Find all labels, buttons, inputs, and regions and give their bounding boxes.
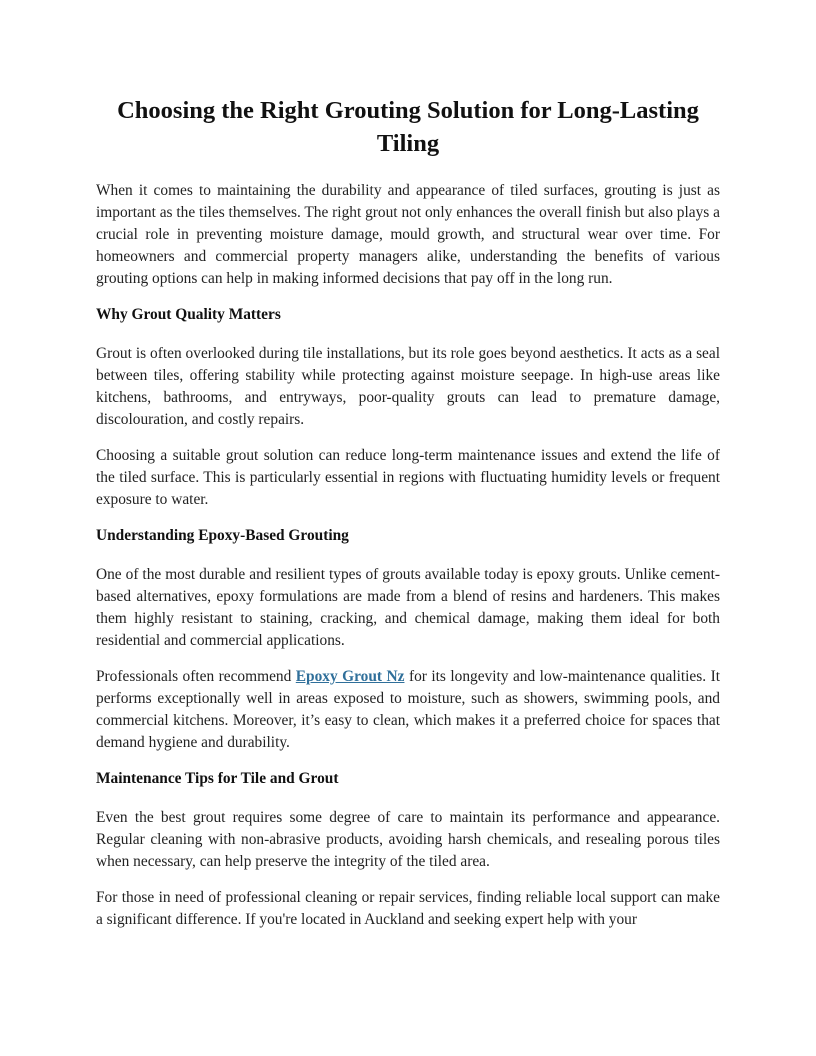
- document-page: [96, 94, 720, 945]
- intro-paragraph: When it comes to maintaining the durability and appearance of tiled surfaces, grouting is just as important as the tiles themselves. The right grout not only enhances the overall finish but also plays a crucial role in preventing moisture damage, mould growth, and structural wear over time. For homeowners and commercial property managers alike, understanding the benefits of various grouting options can help in making informed decisions that pay off in the long run.: [96, 182, 720, 287]
- grout-quality-paragraph-2: Choosing a suitable grout solution can reduce long-term maintenance issues and extend the life of the tiled surface. This is particularly essential in regions with fluctuating humidity levels or frequent exposure to water.: [96, 447, 720, 508]
- grout-quality-paragraph-1: Grout is often overlooked during tile installations, but its role goes beyond aesthetics. It acts as a seal between tiles, offering stability while protecting against moisture seepage. In high-use areas like kitchens, bathrooms, and entryways, poor-quality grouts can lead to premature damage, discolouration, and costly repairs.: [96, 345, 720, 428]
- maintenance-paragraph-2: For those in need of professional cleaning or repair services, finding reliable local support can make a significant difference. If you're located in Auckland and seeking expert help with your: [96, 889, 720, 928]
- epoxy-paragraph-1: One of the most durable and resilient types of grouts available today is epoxy grouts. Unlike cement-based alternatives, epoxy formulations are made from a blend of resins and hardeners. This makes them highly resistant to staining, cracking, and chemical damage, making them ideal for both residential and commercial applications.: [96, 566, 720, 649]
- epoxy-grout-nz-link[interactable]: Epoxy Grout Nz: [295, 668, 405, 685]
- epoxy-paragraph-2-lead: Professionals often recommend: [96, 668, 296, 685]
- maintenance-paragraph-1: Even the best grout requires some degree of care to maintain its performance and appearance. Regular cleaning with non-abrasive products, avoiding harsh chemicals, and resealing porous tiles when necessary, can help preserve the integrity of the tiled area.: [96, 809, 720, 870]
- section-heading-maintenance: Maintenance Tips for Tile and Grout: [96, 770, 339, 787]
- section-heading-epoxy: Understanding Epoxy-Based Grouting: [96, 527, 349, 544]
- document-title: Choosing the Right Grouting Solution for Long-Lasting Tiling: [117, 97, 699, 157]
- epoxy-paragraph-2-rest: for its longevity and low-maintenance qualities. It performs exceptionally well in areas exposed to moisture, such as showers, swimming pools, and commercial kitchens. Moreover, it’s easy to clean, which makes it a preferred choice for spaces that demand hygiene and durability.: [96, 668, 720, 751]
- epoxy-paragraph-2: [96, 666, 720, 754]
- section-heading-grout-quality: Why Grout Quality Matters: [96, 306, 281, 323]
